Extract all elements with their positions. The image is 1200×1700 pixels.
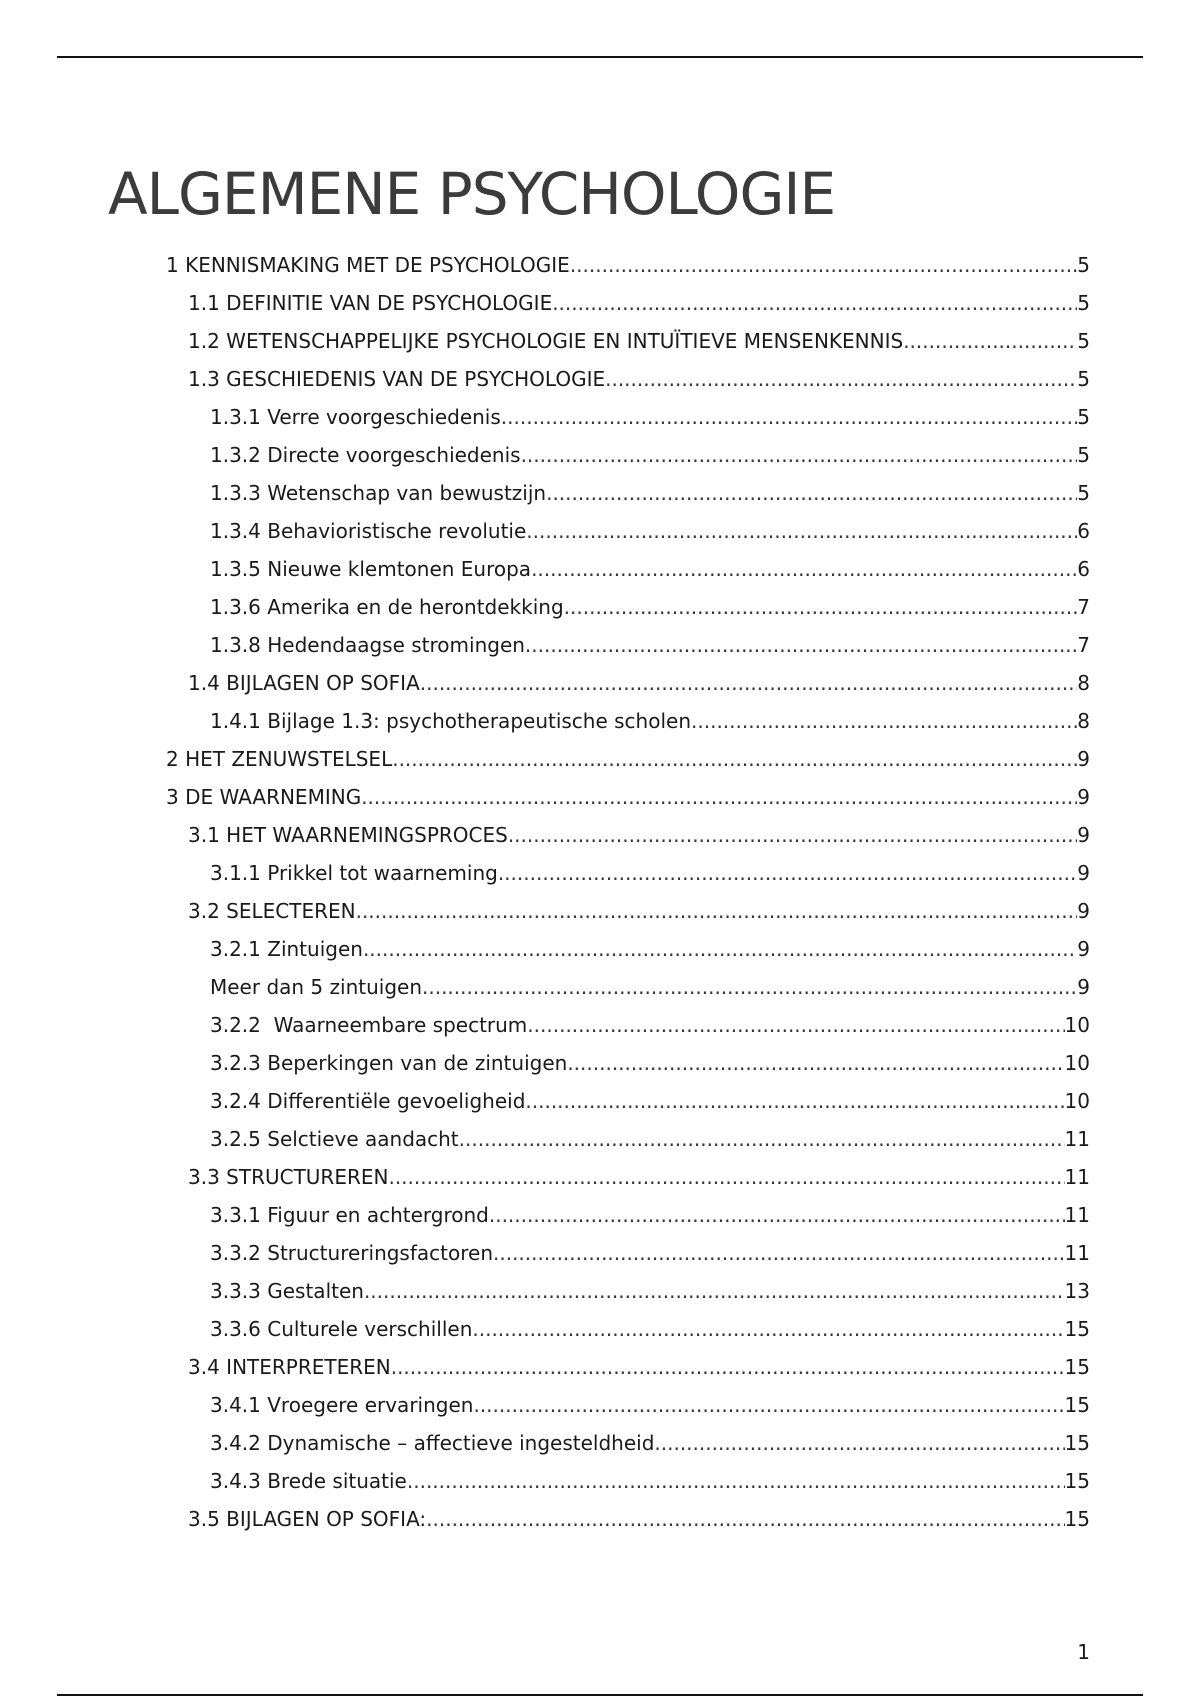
- toc-entry-title: 3.3 STRUCTUREREN: [188, 1158, 388, 1196]
- toc-entry-title: 1.3.2 Directe voorgeschiedenis: [210, 436, 521, 474]
- toc-entry[interactable]: [0, 284, 1200, 322]
- toc-entry-page: 11: [1064, 1203, 1090, 1227]
- toc-entry-title: 1.2 WETENSCHAPPELIJKE PSYCHOLOGIE EN INTUÏTIEVE MENSENKENNIS: [188, 322, 903, 360]
- toc-entry[interactable]: [0, 1044, 1200, 1082]
- toc-entry-title: 3.2.5 Selctieve aandacht: [210, 1120, 459, 1158]
- toc-dot-leader: [526, 512, 1077, 550]
- toc-entry-page: 8: [1077, 671, 1090, 695]
- toc-dot-leader: [422, 968, 1077, 1006]
- toc-entry[interactable]: [0, 360, 1200, 398]
- toc-entry-page: 15: [1064, 1317, 1090, 1341]
- toc-dot-leader: [361, 778, 1077, 816]
- toc-entry-page: 10: [1064, 1051, 1090, 1075]
- toc-entry[interactable]: [0, 854, 1200, 892]
- toc-dot-leader: [552, 284, 1077, 322]
- toc-dot-leader: [473, 1386, 1064, 1424]
- toc-entry-title: 1.1 DEFINITIE VAN DE PSYCHOLOGIE: [188, 284, 552, 322]
- toc-dot-leader: [567, 1044, 1064, 1082]
- toc-entry[interactable]: [0, 1120, 1200, 1158]
- toc-entry-title: 3.4 INTERPRETEREN: [188, 1348, 391, 1386]
- toc-entry-title: 3.4.1 Vroegere ervaringen: [210, 1386, 473, 1424]
- toc-entry-page: 6: [1077, 557, 1090, 581]
- toc-entry[interactable]: [0, 322, 1200, 360]
- toc-entry-page: 15: [1064, 1507, 1090, 1531]
- toc-dot-leader: [364, 1272, 1065, 1310]
- toc-entry[interactable]: [0, 1272, 1200, 1310]
- toc-dot-leader: [525, 1082, 1064, 1120]
- toc-entry-page: 5: [1077, 253, 1090, 277]
- toc-dot-leader: [472, 1310, 1064, 1348]
- toc-entry-page: 9: [1077, 823, 1090, 847]
- toc-dot-leader: [508, 816, 1077, 854]
- toc-dot-leader: [498, 854, 1077, 892]
- toc-entry[interactable]: [0, 550, 1200, 588]
- toc-entry-title: 1.4 BIJLAGEN OP SOFIA: [188, 664, 420, 702]
- toc-dot-leader: [388, 1158, 1064, 1196]
- toc-entry-page: 9: [1077, 899, 1090, 923]
- toc-entry[interactable]: [0, 1462, 1200, 1500]
- toc-entry-title: 3.3.3 Gestalten: [210, 1272, 364, 1310]
- toc-dot-leader: [493, 1234, 1065, 1272]
- toc-entry-page: 10: [1064, 1089, 1090, 1113]
- toc-entry-title: 3.3.2 Structureringsfactoren: [210, 1234, 493, 1272]
- toc-dot-leader: [426, 1500, 1064, 1538]
- toc-entry[interactable]: [0, 1196, 1200, 1234]
- toc-dot-leader: [501, 398, 1077, 436]
- toc-entry-title: 2 HET ZENUWSTELSEL: [166, 740, 392, 778]
- toc-entry-title: 3.2.2 Waarneembare spectrum: [210, 1006, 527, 1044]
- toc-entry-page: 5: [1077, 367, 1090, 391]
- toc-entry[interactable]: [0, 246, 1200, 284]
- toc-entry-page: 5: [1077, 443, 1090, 467]
- toc-entry-page: 9: [1077, 937, 1090, 961]
- toc-dot-leader: [570, 246, 1077, 284]
- toc-entry[interactable]: [0, 1310, 1200, 1348]
- toc-entry[interactable]: [0, 1158, 1200, 1196]
- toc-entry-page: 15: [1064, 1431, 1090, 1455]
- toc-entry-page: 9: [1077, 785, 1090, 809]
- toc-entry-title: 3 DE WAARNEMING: [166, 778, 361, 816]
- toc-dot-leader: [691, 702, 1077, 740]
- page-number: 1: [1077, 1640, 1090, 1664]
- toc-entry[interactable]: [0, 512, 1200, 550]
- toc-entry[interactable]: [0, 1234, 1200, 1272]
- toc-dot-leader: [363, 930, 1077, 968]
- toc-dot-leader: [531, 550, 1077, 588]
- toc-entry-title: 1.3.5 Nieuwe klemtonen Europa: [210, 550, 531, 588]
- toc-entry[interactable]: [0, 778, 1200, 816]
- toc-entry-title: 3.2.1 Zintuigen: [210, 930, 363, 968]
- toc-entry[interactable]: [0, 1006, 1200, 1044]
- toc-entry[interactable]: [0, 588, 1200, 626]
- toc-entry-title: 3.4.2 Dynamische – affectieve ingesteldheid: [210, 1424, 654, 1462]
- toc-entry-title: 3.5 BIJLAGEN OP SOFIA:: [188, 1500, 426, 1538]
- toc-entry[interactable]: [0, 702, 1200, 740]
- toc-entry-title: 3.4.3 Brede situatie: [210, 1462, 407, 1500]
- toc-dot-leader: [420, 664, 1078, 702]
- toc-entry-page: 5: [1077, 481, 1090, 505]
- toc-dot-leader: [527, 1006, 1064, 1044]
- toc-dot-leader: [356, 892, 1078, 930]
- toc-entry-page: 5: [1077, 291, 1090, 315]
- toc-entry[interactable]: [0, 398, 1200, 436]
- toc-dot-leader: [903, 322, 1077, 360]
- toc-dot-leader: [525, 626, 1077, 664]
- toc-entry-page: 5: [1077, 329, 1090, 353]
- toc-entry[interactable]: [0, 1082, 1200, 1120]
- toc-entry-title: 1.3.1 Verre voorgeschiedenis: [210, 398, 501, 436]
- toc-entry-page: 13: [1064, 1279, 1090, 1303]
- toc-entry-page: 5: [1077, 405, 1090, 429]
- toc-entry-title: 1.4.1 Bijlage 1.3: psychotherapeutische scholen: [210, 702, 691, 740]
- toc-dot-leader: [521, 436, 1078, 474]
- toc-entry[interactable]: [0, 968, 1200, 1006]
- toc-entry-title: Meer dan 5 zintuigen: [210, 968, 422, 1006]
- toc-entry[interactable]: [0, 436, 1200, 474]
- toc-entry[interactable]: [0, 1348, 1200, 1386]
- toc-entry[interactable]: [0, 1386, 1200, 1424]
- header-rule: [57, 56, 1143, 58]
- toc-dot-leader: [654, 1424, 1064, 1462]
- toc-entry-title: 3.2 SELECTEREN: [188, 892, 356, 930]
- toc-entry-title: 1.3.4 Behavioristische revolutie: [210, 512, 526, 550]
- document-title: ALGEMENE PSYCHOLOGIE: [108, 160, 836, 228]
- toc-entry-page: 11: [1064, 1127, 1090, 1151]
- toc-entry-page: 11: [1064, 1241, 1090, 1265]
- toc-entry-page: 8: [1077, 709, 1090, 733]
- table-of-contents: [0, 246, 1200, 1538]
- toc-dot-leader: [546, 474, 1077, 512]
- toc-entry-page: 15: [1064, 1469, 1090, 1493]
- toc-entry-page: 15: [1064, 1355, 1090, 1379]
- toc-entry[interactable]: [0, 626, 1200, 664]
- toc-entry[interactable]: [0, 474, 1200, 512]
- toc-entry[interactable]: [0, 664, 1200, 702]
- toc-entry-title: 3.2.3 Beperkingen van de zintuigen: [210, 1044, 567, 1082]
- toc-entry-title: 1.3.6 Amerika en de herontdekking: [210, 588, 564, 626]
- toc-dot-leader: [391, 1348, 1065, 1386]
- toc-dot-leader: [392, 740, 1077, 778]
- toc-entry-page: 9: [1077, 747, 1090, 771]
- toc-entry-title: 1.3.8 Hedendaagse stromingen: [210, 626, 525, 664]
- toc-entry-title: 3.2.4 Differentiële gevoeligheid: [210, 1082, 525, 1120]
- toc-entry-title: 3.1 HET WAARNEMINGSPROCES: [188, 816, 508, 854]
- toc-entry[interactable]: [0, 1424, 1200, 1462]
- toc-entry-title: 1.3.3 Wetenschap van bewustzijn: [210, 474, 546, 512]
- toc-entry-title: 1 KENNISMAKING MET DE PSYCHOLOGIE: [166, 246, 570, 284]
- toc-entry-title: 3.3.1 Figuur en achtergrond: [210, 1196, 489, 1234]
- toc-dot-leader: [407, 1462, 1065, 1500]
- toc-dot-leader: [564, 588, 1078, 626]
- toc-dot-leader: [489, 1196, 1065, 1234]
- toc-entry-page: 9: [1077, 861, 1090, 885]
- toc-entry-page: 15: [1064, 1393, 1090, 1417]
- toc-entry[interactable]: [0, 816, 1200, 854]
- toc-entry-page: 10: [1064, 1013, 1090, 1037]
- toc-entry[interactable]: [0, 1500, 1200, 1538]
- toc-dot-leader: [459, 1120, 1065, 1158]
- footer-rule: [57, 1694, 1143, 1696]
- toc-entry-title: 3.3.6 Culturele verschillen: [210, 1310, 472, 1348]
- toc-entry-title: 3.1.1 Prikkel tot waarneming: [210, 854, 498, 892]
- toc-entry-page: 7: [1077, 633, 1090, 657]
- toc-entry-page: 7: [1077, 595, 1090, 619]
- toc-dot-leader: [605, 360, 1077, 398]
- toc-entry[interactable]: [0, 930, 1200, 968]
- toc-entry[interactable]: [0, 892, 1200, 930]
- toc-entry-page: 11: [1064, 1165, 1090, 1189]
- toc-entry[interactable]: [0, 740, 1200, 778]
- toc-entry-page: 6: [1077, 519, 1090, 543]
- toc-entry-title: 1.3 GESCHIEDENIS VAN DE PSYCHOLOGIE: [188, 360, 605, 398]
- toc-entry-page: 9: [1077, 975, 1090, 999]
